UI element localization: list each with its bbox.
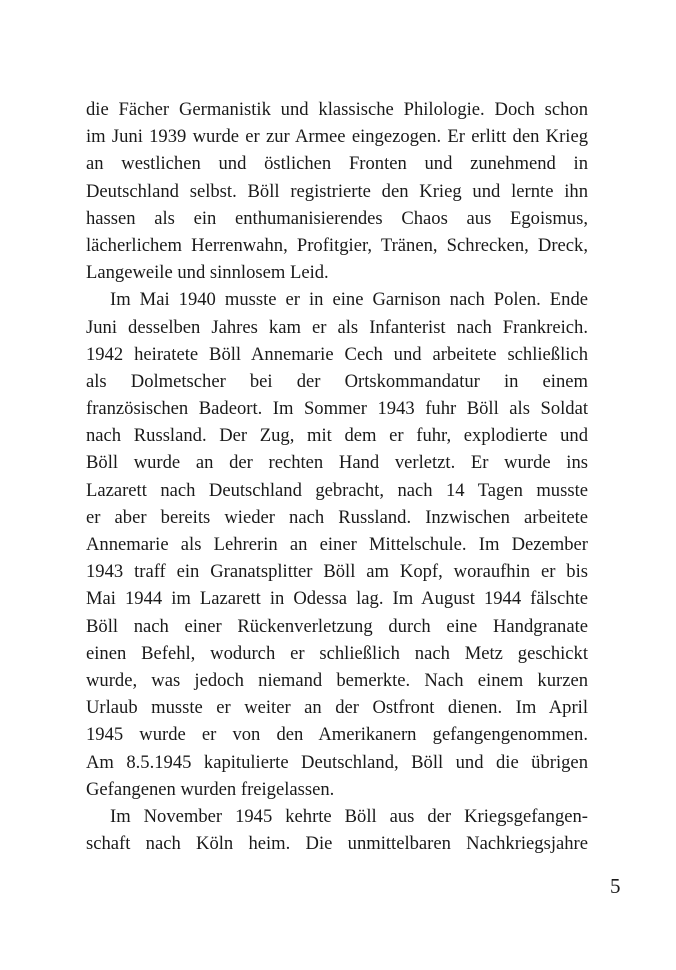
text-line: Urlaub musste er weiter an der Ostfront dienen. Im April: [86, 697, 588, 719]
text-line: als Dolmetscher bei der Ortskommandatur in einem: [86, 370, 588, 392]
text-line: französischen Badeort. Im Sommer 1943 fuhr Böll als Soldat: [86, 398, 588, 420]
paragraph: [86, 96, 588, 286]
body-text: [86, 96, 588, 857]
text-line: hassen als ein enthumanisierendes Chaos aus Egoismus,: [86, 207, 588, 229]
text-line: 1943 traff ein Granatsplitter Böll am Kopf, woraufhin er bis: [86, 561, 588, 583]
text-line: nach Russland. Der Zug, mit dem er fuhr, explodierte und: [86, 425, 588, 447]
text-line: Gefangenen wurden freigelassen.: [86, 778, 335, 800]
text-line: schaft nach Köln heim. Die unmittelbaren Nachkriegsjahre: [86, 833, 588, 855]
text-line: Juni desselben Jahres kam er als Infanterist nach Frankreich.: [86, 316, 588, 338]
text-line: Mai 1944 im Lazarett in Odessa lag. Im August 1944 fälschte: [86, 588, 588, 610]
text-line: Im Mai 1940 musste er in eine Garnison nach Polen. Ende: [110, 289, 588, 311]
text-line: Deutschland selbst. Böll registrierte den Krieg und lernte ihn: [86, 180, 588, 202]
text-line: Annemarie als Lehrerin an einer Mittelschule. Im Dezember: [86, 534, 588, 555]
text-line: Böll nach einer Rückenverletzung durch eine Handgranate: [86, 615, 588, 637]
text-line: wurde, was jedoch niemand bemerkte. Nach einem kurzen: [86, 669, 588, 691]
text-line: er aber bereits wieder nach Russland. Inzwischen arbeitete: [86, 506, 588, 528]
text-line: im Juni 1939 wurde er zur Armee eingezogen. Er erlitt den Krieg: [86, 126, 588, 148]
text-line: Im November 1945 kehrte Böll aus der Kriegsgefangen-: [110, 805, 588, 827]
text-line: 1942 heiratete Böll Annemarie Cech und arbeitete schließlich: [86, 343, 588, 365]
text-line: Langeweile und sinnlosem Leid.: [86, 262, 329, 284]
page-number: 5: [610, 874, 621, 898]
text-line: die Fächer Germanistik und klassische Philologie. Doch schon: [86, 99, 588, 120]
text-line: Böll wurde an der rechten Hand verletzt. Er wurde ins: [86, 452, 588, 474]
text-line: Lazarett nach Deutschland gebracht, nach 14 Tagen musste: [86, 479, 588, 501]
text-line: lächerlichem Herrenwahn, Profitgier, Tränen, Schrecken, Dreck,: [86, 234, 588, 256]
text-line: 1945 wurde er von den Amerikanern gefangengenommen.: [86, 724, 588, 746]
text-line: einen Befehl, wodurch er schließlich nach Metz geschickt: [86, 642, 588, 664]
text-line: Am 8.5.1945 kapitulierte Deutschland, Böll und die übrigen: [86, 751, 588, 773]
text-line: an westlichen und östlichen Fronten und zunehmend in: [86, 153, 588, 175]
paragraph: [86, 286, 588, 803]
paragraph: [86, 803, 588, 857]
